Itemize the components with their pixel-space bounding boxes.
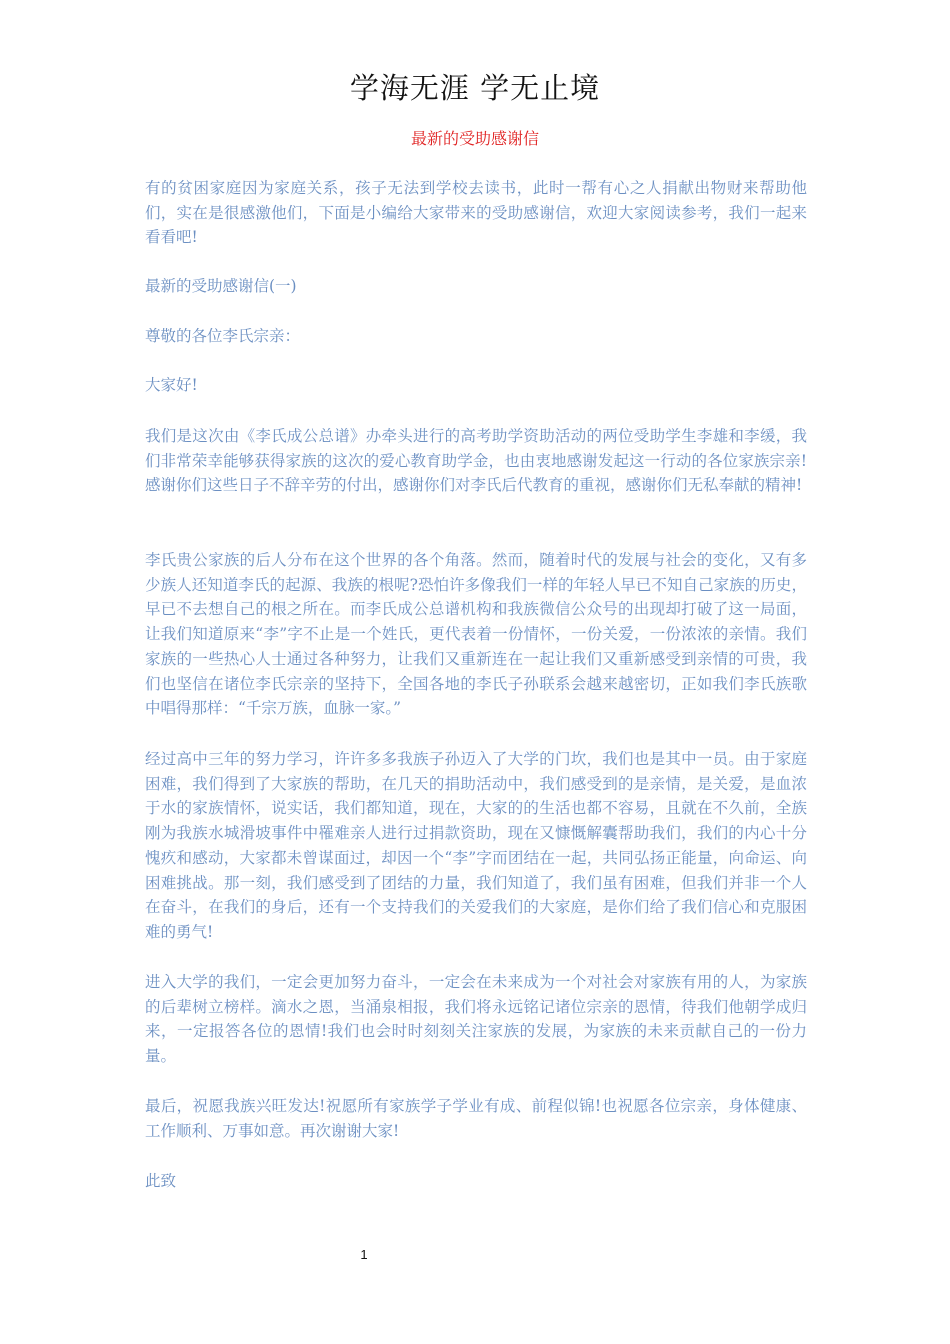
document-title: 最新的受助感谢信 [410, 129, 539, 148]
letter-heading: 最新的受助感谢信(一) [145, 277, 297, 295]
closing-salutation: 此致 [145, 1172, 177, 1190]
page-number: 1 [360, 1247, 368, 1262]
body-paragraph-2: 李氏贵公家族的后人分布在这个世界的各个角落。然而，随着时代的发展与社会的变化，又有多少族人还知道李氏的起源、我族的根呢?恐怕许多像我们一样的年轻人早已不知自己家族的历史，早已不去想自己的根之所在。而李氏成公总谱机构和我族微信公众号的出现却打破了这一局面，让我们知道原来“李”字不止是一个姓氏，更代表着一份情怀，一份关爱，一份浓浓的亲情。我们家族的一些热心人士通过各种努力，让我们又重新连在一起让我们又重新感受到亲情的可贵，我们也坚信在诸位李氏宗亲的坚持下，全国各地的李氏子孙联系会越来越密切，正如我们李氏族歌中唱得那样：“千宗万族，血脉一家。” [145, 551, 807, 718]
page-header: 学海无涯 学无止境 [349, 71, 601, 105]
salutation: 尊敬的各位李氏宗亲： [145, 327, 301, 345]
body-paragraph-4: 进入大学的我们，一定会更加努力奋斗，一定会在未来成为一个对社会对家族有用的人，为家族的后辈树立榜样。滴水之恩，当涌泉相报，我们将永远铭记诸位宗亲的恩情，待我们他朝学成归来，一定报答各位的恩情!我们也会时时刻刻关注家族的发展，为家族的未来贡献自己的一份力量。 [145, 973, 807, 1066]
closing-wishes: 最后，祝愿我族兴旺发达!祝愿所有家族学子学业有成、前程似锦!也祝愿各位宗亲，身体健康、工作顺利、万事如意。再次谢谢大家! [145, 1097, 807, 1140]
body-paragraph-3: 经过高中三年的努力学习，许许多多我族子孙迈入了大学的门坎，我们也是其中一员。由于家庭困难，我们得到了大家族的帮助，在几天的捐助活动中，我们感受到的是亲情，是关爱，是血浓于水的家族情怀，说实话，我们都知道，现在，大家的的生活也都不容易，且就在不久前，全族刚为我族水城滑坡事件中罹难亲人进行过捐款资助，现在又慷慨解囊帮助我们，我们的内心十分愧疚和感动，大家都未曾谋面过，却因一个“李”字而团结在一起，共同弘扬正能量，向命运、向困难挑战。那一刻，我们感受到了团结的力量，我们知道了，我们虽有困难，但我们并非一个人在奋斗，在我们的身后，还有一个支持我们的关爱我们的大家庭，是你们给了我们信心和克服困难的勇气! [145, 750, 807, 941]
greeting: 大家好! [145, 376, 198, 394]
intro-paragraph: 有的贫困家庭因为家庭关系，孩子无法到学校去读书，此时一帮有心之人捐献出物财来帮助他们，实在是很感激他们，下面是小编给大家带来的受助感谢信，欢迎大家阅读参考，我们一起来看看吧! [145, 179, 807, 247]
body-paragraph-1: 我们是这次由《李氏成公总谱》办牵头进行的高考助学资助活动的两位受助学生李雄和李缓，我们非常荣幸能够获得家族的这次的爱心教育助学金，也由衷地感谢发起这一行动的各位家族宗亲!感谢你们这些日子不辞辛劳的付出，感谢你们对李氏后代教育的重视，感谢你们无私奉献的精神! [145, 427, 807, 495]
